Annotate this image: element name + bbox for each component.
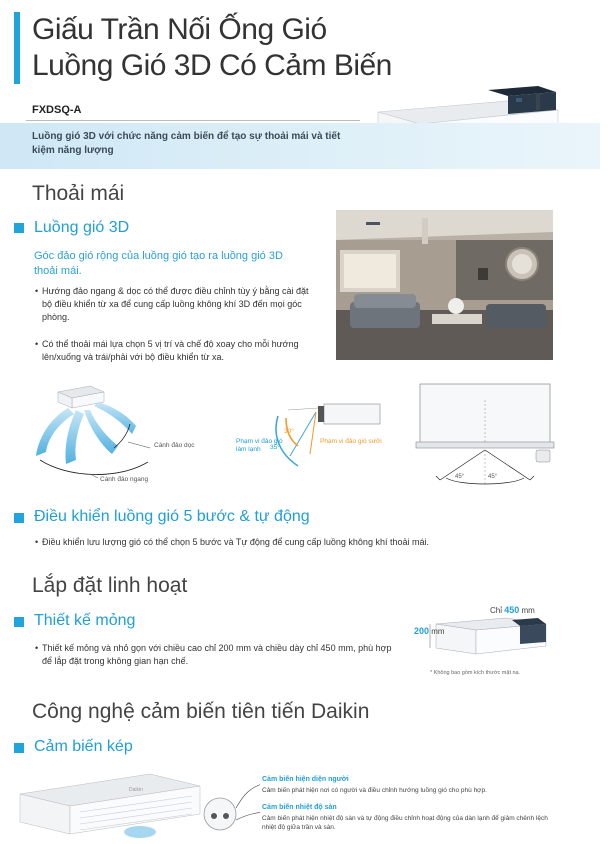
page-title-line2: Luồng Gió 3D Có Cảm Biến (32, 49, 392, 82)
living-room-photo (336, 210, 553, 360)
depth-unit: mm (521, 606, 535, 615)
feature-banner-text: Luồng gió 3D với chức năng cảm biến để tạo sự thoải mái và tiết kiệm năng lượng (32, 131, 341, 156)
swing-range-diagram (236, 396, 386, 476)
airflow-3d-lead: Góc đảo gió rộng của luồng gió tạo ra luồng gió 3D thoải mái. (34, 250, 283, 277)
sensor-unit-illustration (0, 764, 260, 844)
page-title (32, 12, 392, 84)
height-dimension (414, 626, 445, 636)
section-title-tech: Công nghệ cảm biến tiên tiến Daikin (32, 700, 370, 723)
subheading-marker (14, 617, 24, 627)
height-unit: mm (431, 627, 445, 636)
airflow-3d-bullet-1: • Hướng đảo ngang & dọc có thể được điều chỉnh tùy ý bằng cài đặt bộ điều khiển từ xa để cung cấp luồng không khí 3D đến mọi góc phòng. (42, 285, 318, 324)
label-cooling-range: Phạm vi đảo gió làm lạnh (236, 438, 283, 453)
sensor-1-text: Cảm biến phát hiện nơi có người và điều chỉnh hướng luồng gió cho phù hợp. (262, 787, 487, 794)
subheading-control: Điều khiển luồng gió 5 bước & tự động (34, 508, 310, 525)
subheading-slim: Thiết kế mỏng (34, 612, 136, 629)
airflow-3d-bullet-2: • Có thể thoải mái lựa chọn 5 vị trí và chế độ xoay cho mỗi hướng lên/xuống và trái/phải với bộ điều khiển từ xa. (42, 338, 318, 364)
sensor-2-title: Cảm biến nhiệt độ sàn (262, 804, 337, 811)
depth-prefix: Chỉ (490, 606, 503, 615)
height-value: 200 (414, 626, 430, 636)
section-title-install: Lắp đặt linh hoạt (32, 574, 188, 597)
louvre-airflow-diagram (28, 380, 208, 490)
subheading-marker (14, 513, 24, 523)
front-view-angle-diagram (410, 380, 560, 490)
model-divider (26, 120, 360, 121)
label-heating-range: Phạm vi đảo gió sưởi (320, 438, 382, 445)
slim-bullet: • Thiết kế mỏng và nhỏ gọn với chiều cao chỉ 200 mm và chiều dày chỉ 450 mm, phù hợp để lắp đặt trong không gian hạn chế. (42, 642, 392, 668)
title-accent-bar (14, 12, 20, 84)
angle-heat-label: 30° (284, 428, 294, 435)
section-title-comfort: Thoải mái (32, 182, 125, 205)
sensor-1-title: Cảm biến hiện diện người (262, 776, 349, 783)
control-bullet: • Điều khiển lưu lượng gió có thể chọn 5 bước và Tự động để cung cấp luồng không khí thoải mái. (42, 536, 562, 549)
unit-brand-label: Daikin (129, 787, 143, 793)
dimension-note: * Không bao gồm kích thước mặt nạ. (430, 670, 521, 676)
page-title-line1: Giấu Trần Nối Ống Gió (32, 13, 327, 46)
subheading-dual-sensor: Cảm biến kép (34, 738, 133, 755)
slim-unit-illustration (426, 614, 556, 666)
model-code: FXDSQ-A (32, 104, 82, 116)
label-horizontal-louvre: Cánh đảo ngang (100, 476, 149, 483)
depth-value: 450 (504, 605, 520, 615)
depth-dimension (490, 605, 535, 615)
subheading-airflow-3d: Luồng gió 3D (34, 219, 130, 236)
label-vertical-louvre: Cánh đảo dọc (154, 442, 195, 449)
subheading-marker (14, 223, 24, 233)
angle-left-label: 45° (455, 474, 465, 480)
angle-right-label: 45° (488, 474, 498, 480)
subheading-marker (14, 743, 24, 753)
angle-cool-label: 35° (270, 444, 280, 451)
sensor-2-text: Cảm biến phát hiện nhiệt độ sàn và tự động điều chỉnh hoạt động của dàn lạnh để giảm chênh lệch nhiệt độ giữa trần và sàn. (262, 815, 548, 831)
